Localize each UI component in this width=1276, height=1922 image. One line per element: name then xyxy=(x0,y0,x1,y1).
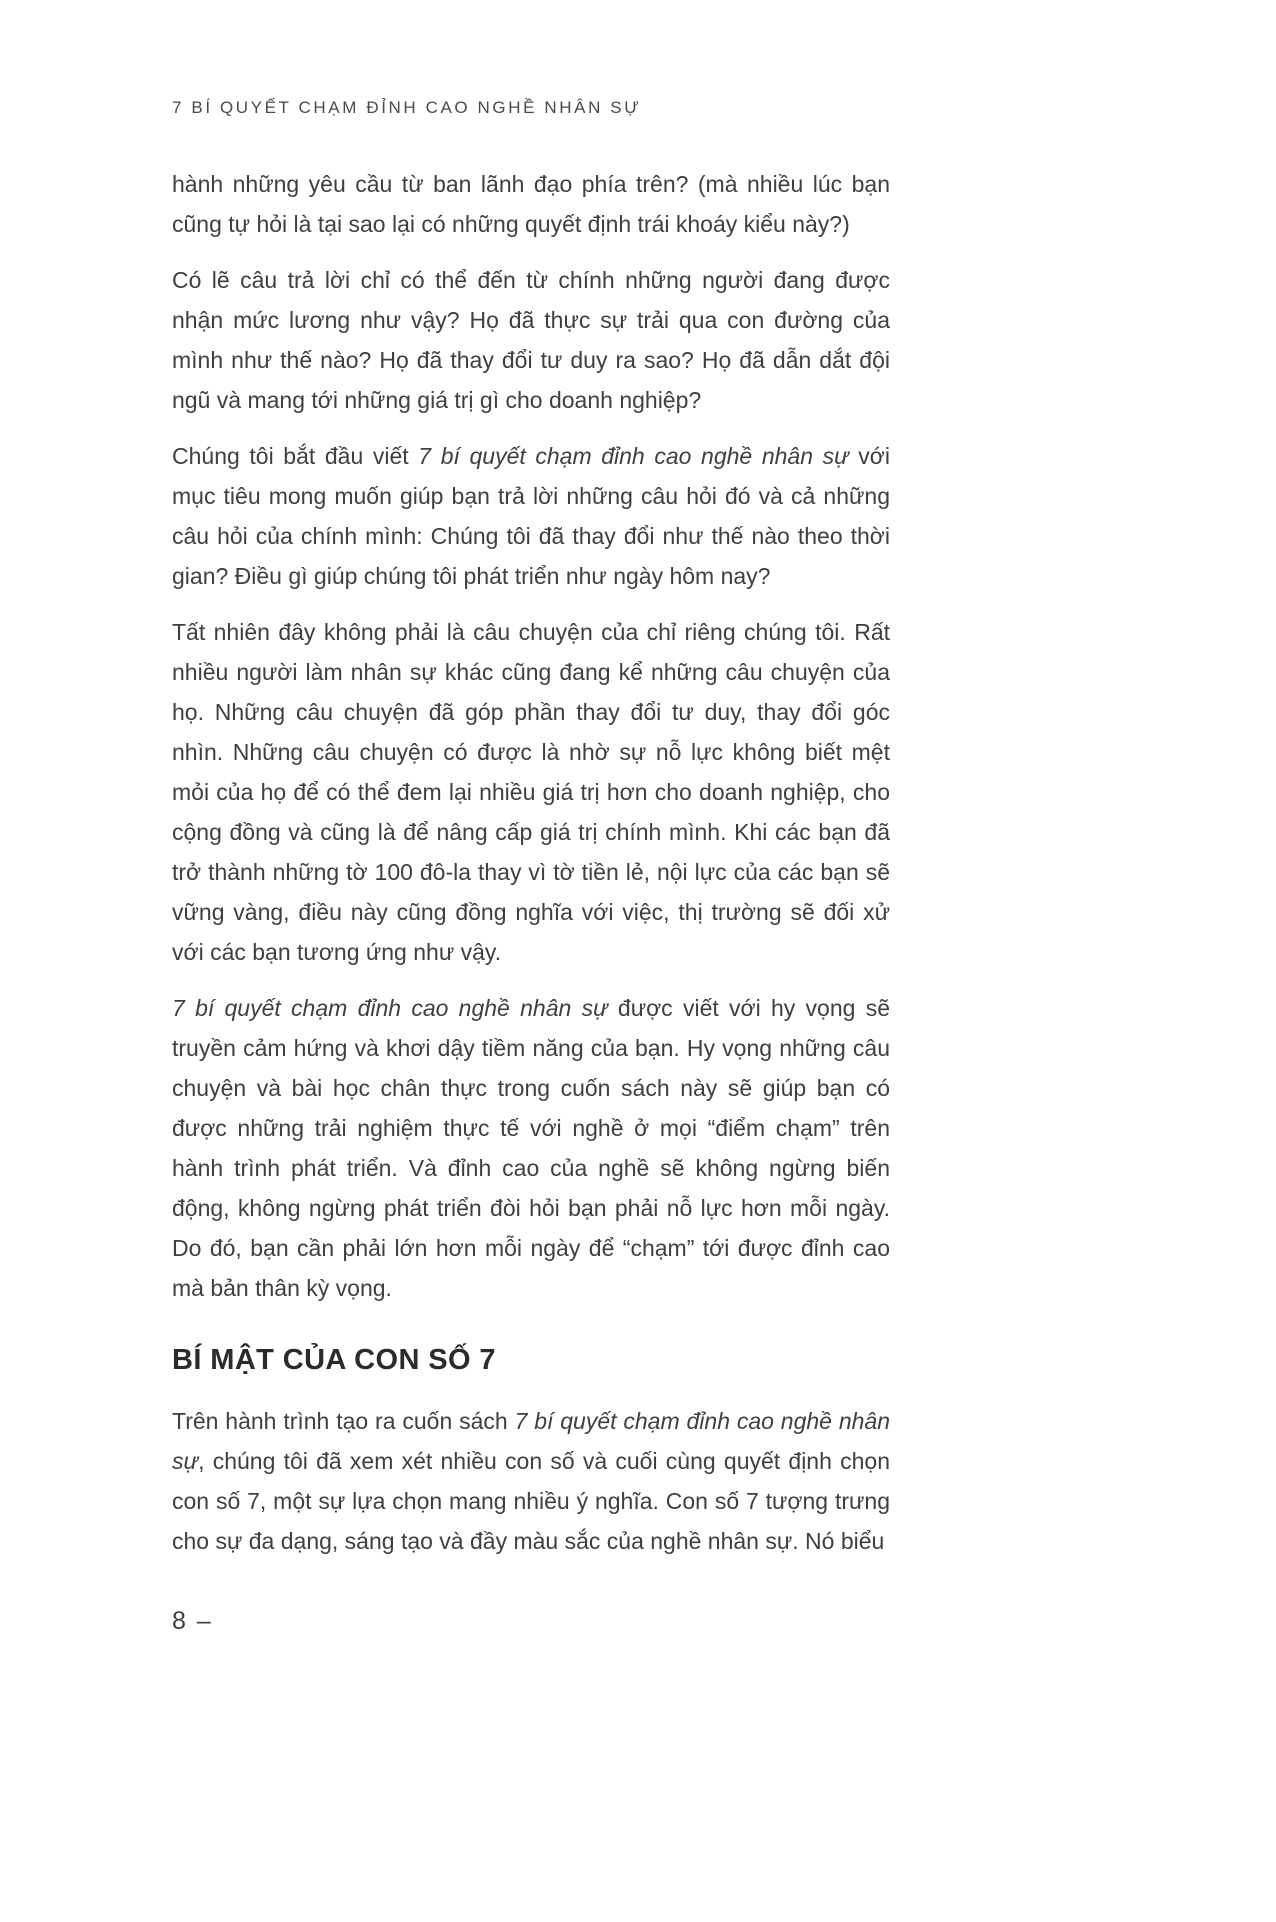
text-run: Trên hành trình tạo ra cuốn sách xyxy=(172,1408,515,1434)
text-run: Chúng tôi bắt đầu viết xyxy=(172,443,419,469)
book-title-italic: 7 bí quyết chạm đỉnh cao nghề nhân sự xyxy=(172,995,608,1021)
text-run: hành những yêu cầu từ ban lãnh đạo phía trên? (mà nhiều lúc bạn cũng tự hỏi là tại sao lại có những quyết định trái khoáy kiểu này?) xyxy=(172,171,890,237)
paragraph xyxy=(172,164,890,244)
text-block xyxy=(172,98,890,1636)
running-header: 7 BÍ QUYẾT CHẠM ĐỈNH CAO NGHỀ NHÂN SỰ xyxy=(172,98,642,117)
section-heading: BÍ MẬT CỦA CON SỐ 7 xyxy=(172,1344,496,1376)
book-title-italic: 7 bí quyết chạm đỉnh cao nghề nhân sự xyxy=(172,1408,890,1474)
text-run: được viết với hy vọng sẽ truyền cảm hứng và khơi dậy tiềm năng của bạn. Hy vọng những câu chuyện và bài học chân thực trong cuốn sách này sẽ giúp bạn có được những trải nghiệm thực tế với nghề ở mọi “điểm chạm” trên hành trình phát triển. Và đỉnh cao của nghề sẽ không ngừng biến động, không ngừng phát triển đòi hỏi bạn phải nỗ lực hơn mỗi ngày. Do đó, bạn cần phải lớn hơn mỗi ngày để “chạm” tới được đỉnh cao mà bản thân kỳ vọng. xyxy=(172,995,890,1301)
paragraph xyxy=(172,988,890,1308)
paragraph xyxy=(172,1401,890,1561)
book-title-italic: 7 bí quyết chạm đỉnh cao nghề nhân sự xyxy=(418,443,849,469)
paragraph xyxy=(172,436,890,596)
text-run: Có lẽ câu trả lời chỉ có thể đến từ chính những người đang được nhận mức lương như vậy? Họ đã thực sự trải qua con đường của mình như thế nào? Họ đã thay đổi tư duy ra sao? Họ đã dẫn dắt đội ngũ và mang tới những giá trị gì cho doanh nghiệp? xyxy=(172,267,890,413)
text-run: , chúng tôi đã xem xét nhiều con số và cuối cùng quyết định chọn con số 7, một sự lựa chọn mang nhiều ý nghĩa. Con số 7 tượng trưng cho sự đa dạng, sáng tạo và đầy màu sắc của nghề nhân sự. Nó biểu xyxy=(172,1448,890,1554)
paragraph xyxy=(172,260,890,420)
text-run: với mục tiêu mong muốn giúp bạn trả lời những câu hỏi đó và cả những câu hỏi của chính mình: Chúng tôi đã thay đổi như thế nào theo thời gian? Điều gì giúp chúng tôi phát triển như ngày hôm nay? xyxy=(172,443,890,589)
page-number: 8 – xyxy=(172,1607,213,1635)
text-run: Tất nhiên đây không phải là câu chuyện của chỉ riêng chúng tôi. Rất nhiều người làm nhân sự khác cũng đang kể những câu chuyện của họ. Những câu chuyện đã góp phần thay đổi tư duy, thay đổi góc nhìn. Những câu chuyện có được là nhờ sự nỗ lực không biết mệt mỏi của họ để có thể đem lại nhiều giá trị hơn cho doanh nghiệp, cho cộng đồng và cũng là để nâng cấp giá trị chính mình. Khi các bạn đã trở thành những tờ 100 đô-la thay vì tờ tiền lẻ, nội lực của các bạn sẽ vững vàng, điều này cũng đồng nghĩa với việc, thị trường sẽ đối xử với các bạn tương ứng như vậy. xyxy=(172,619,890,965)
paragraph xyxy=(172,612,890,972)
